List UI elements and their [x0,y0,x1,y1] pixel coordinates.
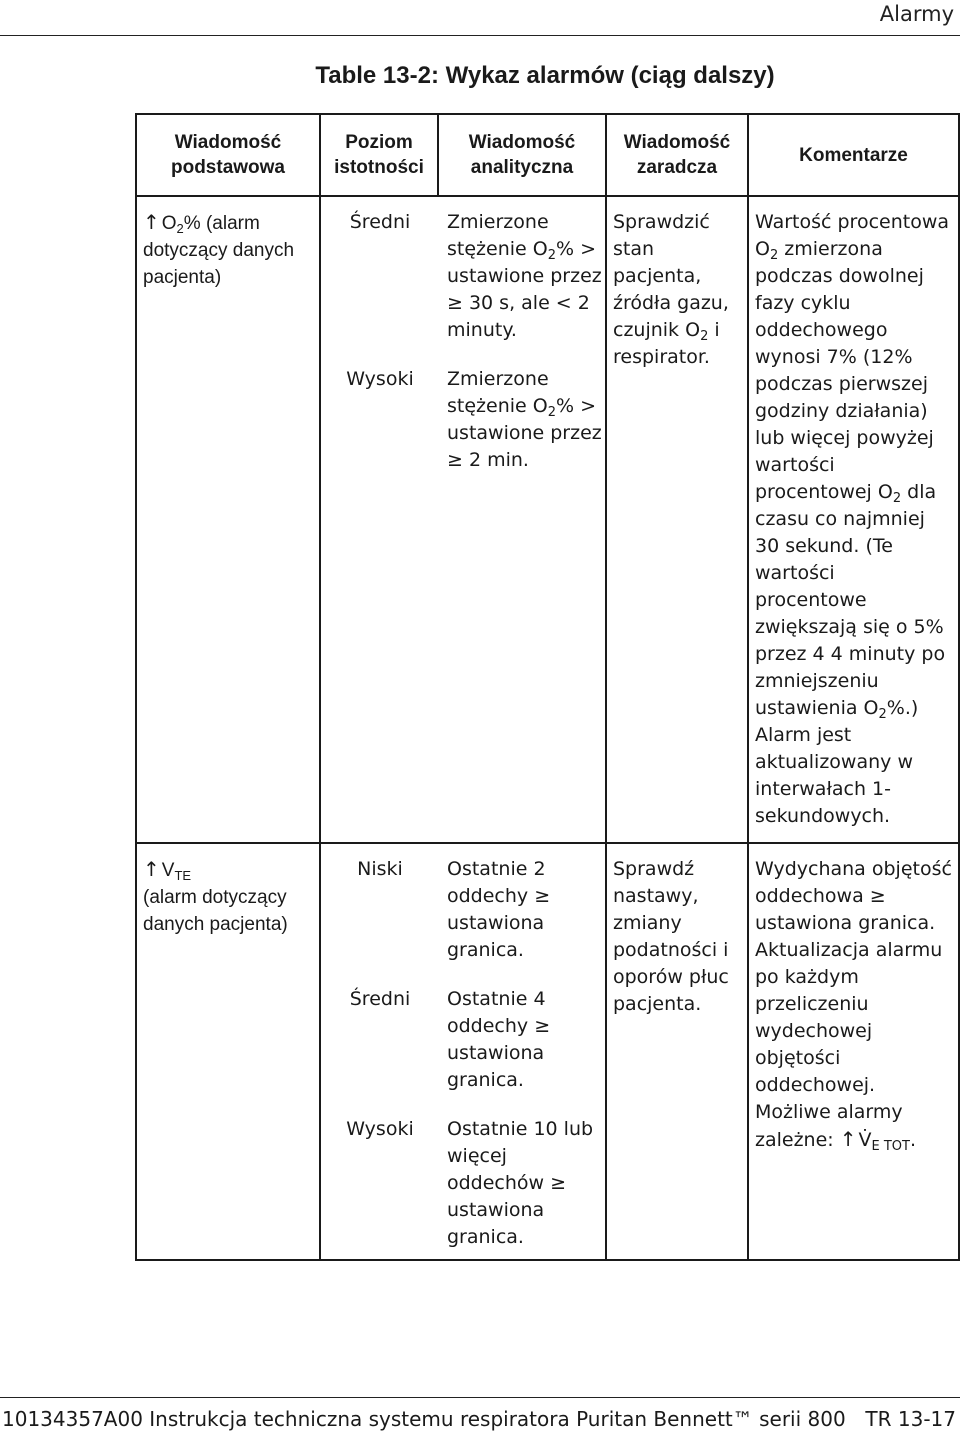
analytic-message: Zmierzone stężenie $O_2\%$ > ustawione przez ≥ 30 s, ale < 2 minuty. [447,211,602,341]
severity-label: Niski [357,858,403,880]
analytic-message: Zmierzone stężenie $O_2\%$ > ustawione przez ≥ 2 min. [447,368,602,471]
severity-label: Wysoki [346,1118,414,1140]
remedy-message-cell: Sprawdź nastawy, zmiany podatności i oporów płuc pacjenta. [606,843,748,1260]
base-message-cell: ↑ $O_2\%$ (alarm dotyczący danych pacjenta) [136,196,320,843]
comments-cell: Wydychana objętość oddechowa ≥ ustawiona granica. Aktualizacja alarmu po każdym przeliczeniu wydechowej objętości oddechowej. Możliwe alarmy zależne: ↑ $V̇_{E TOT}$. [748,843,959,1260]
analytic-message: Ostatnie 10 lub więcej oddechów ≥ ustawiona granica. [447,1118,594,1248]
table-row [136,843,959,1260]
header-comments: Komentarze [748,114,959,196]
header-analytic-message: Wiadomość analityczna [438,114,606,196]
alarm-table [135,113,960,1261]
severity-label: Średni [349,988,411,1010]
comments-cell: Wartość procentowa $O_2$ zmierzona podczas dowolnej fazy cyklu oddechowego wynosi 7% (12% podczas pierwszej godziny działania) lub więcej powyżej wartości procentowej $O_2$ dla czasu co najmniej 30 sekund. (Te wartości procentowe zwiększają się o 5% przez 4 4 minuty po zmniejszeniu ustawienia $O_2\%$.) Alarm jest aktualizowany w interwałach 1-sekundowych. [748,196,959,843]
table-header-row [136,114,959,196]
level-row [321,844,605,974]
arrow-up-icon: ↑ [143,210,160,234]
section-label: Alarmy [879,2,954,26]
base-message-cell: ↑ $V_{TE}$ (alarm dotyczący danych pacjenta) [136,843,320,1260]
header-severity: Poziom istotności [320,114,438,196]
footer-page-number: TR 13-17 [865,1407,956,1431]
arrow-up-icon: ↑ [143,857,160,881]
level-row [321,974,605,1104]
severity-label: Wysoki [346,368,414,390]
severity-analytic-cell [320,843,606,1260]
remedy-message-cell: Sprawdzić stan pacjenta, źródła gazu, czujnik $O_2$ i respirator. [606,196,748,843]
severity-analytic-cell [320,196,606,843]
level-row [321,354,605,474]
severity-label: Średni [349,211,411,233]
footer-document-title: 10134357A00 Instrukcja techniczna systemu respiratora Puritan Bennett™ serii 800 [2,1407,846,1431]
analytic-message: Ostatnie 2 oddechy ≥ ustawiona granica. [447,858,551,961]
footer-divider [0,1397,960,1398]
header-remedy-message: Wiadomość zaradcza [606,114,748,196]
level-row [321,1104,605,1251]
analytic-message: Ostatnie 4 oddechy ≥ ustawiona granica. [447,988,551,1091]
table-row [136,196,959,843]
table-title: Table 13-2: Wykaz alarmów (ciąg dalszy) [315,62,775,89]
arrow-up-icon: ↑ [839,1127,857,1151]
header-divider [0,35,960,36]
level-row [321,197,605,354]
header-base-message: Wiadomość podstawowa [136,114,320,196]
